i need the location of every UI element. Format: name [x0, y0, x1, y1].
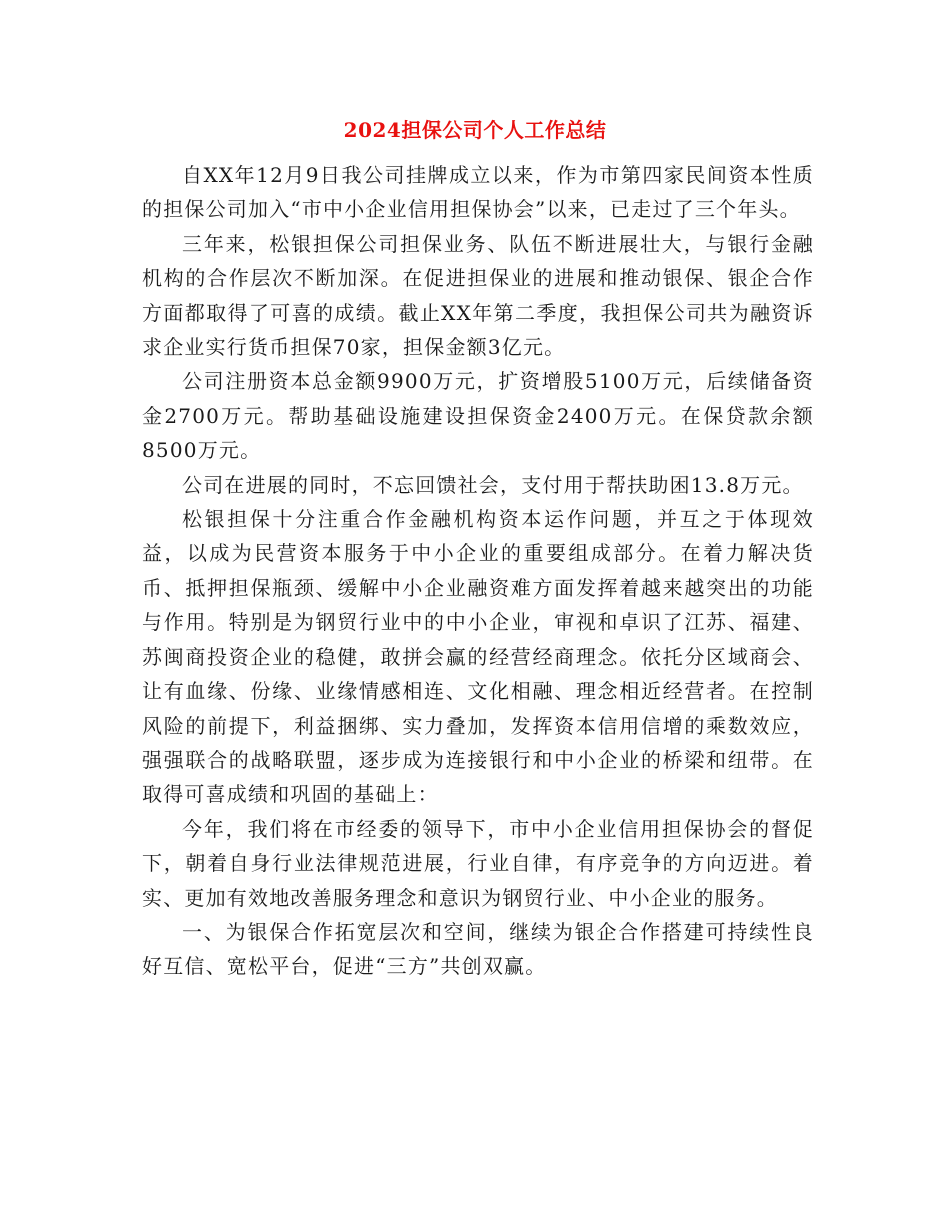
document-title: 2024担保公司个人工作总结: [343, 118, 607, 142]
paragraph: 自XX年12月9日我公司挂牌成立以来，作为市第四家民间资本性质的担保公司加入“市中小企业信用担保协会”以来，已走过了三个年头。: [142, 163, 814, 222]
paragraph: 一、为银保合作拓宽层次和空间，继续为银企合作搭建可持续性良好互信、宽松平台，促进“三方”共创双赢。: [142, 919, 814, 979]
document-body: [142, 158, 814, 984]
paragraph: 三年来，松银担保公司担保业务、队伍不断进展壮大，与银行金融机构的合作层次不断加深。在促进担保业的进展和推动银保、银企合作方面都取得了可喜的成绩。截止XX年第二季度，我担保公司共为融资诉求企业实行货币担保70家，担保金额3亿元。: [142, 231, 814, 360]
paragraph: 公司在进展的同时，不忘回馈社会，支付用于帮扶助困13.8万元。: [182, 472, 804, 497]
paragraph: 公司注册资本总金额9900万元，扩资增股5100万元，后续储备资金2700万元。帮助基础设施建设担保资金2400万元。在保贷款余额8500万元。: [142, 369, 814, 463]
paragraph: 松银担保十分注重合作金融机构资本运作问题，并互之于体现效益，以成为民营资本服务于中小企业的重要组成部分。在着力解决货币、抵押担保瓶颈、缓解中小企业融资难方面发挥着越来越突出的功能与作用。特别是为钢贸行业中的中小企业，审视和卓识了江苏、福建、苏闽商投资企业的稳健，敢拼会赢的经营经商理念。依托分区域商会、让有血缘、份缘、业缘情感相连、文化相融、理念相近经营者。在控制风险的前提下，利益捆绑、实力叠加，发挥资本信用信增的乘数效应，强强联合的战略联盟，逐步成为连接银行和中小企业的桥梁和纽带。在取得可喜成绩和巩固的基础上：: [142, 507, 814, 807]
paragraph: 今年，我们将在市经委的领导下，市中小企业信用担保协会的督促下，朝着自身行业法律规范进展，行业自律，有序竞争的方向迈进。着实、更加有效地改善服务理念和意识为钢贸行业、中小企业的服务。: [142, 816, 814, 910]
